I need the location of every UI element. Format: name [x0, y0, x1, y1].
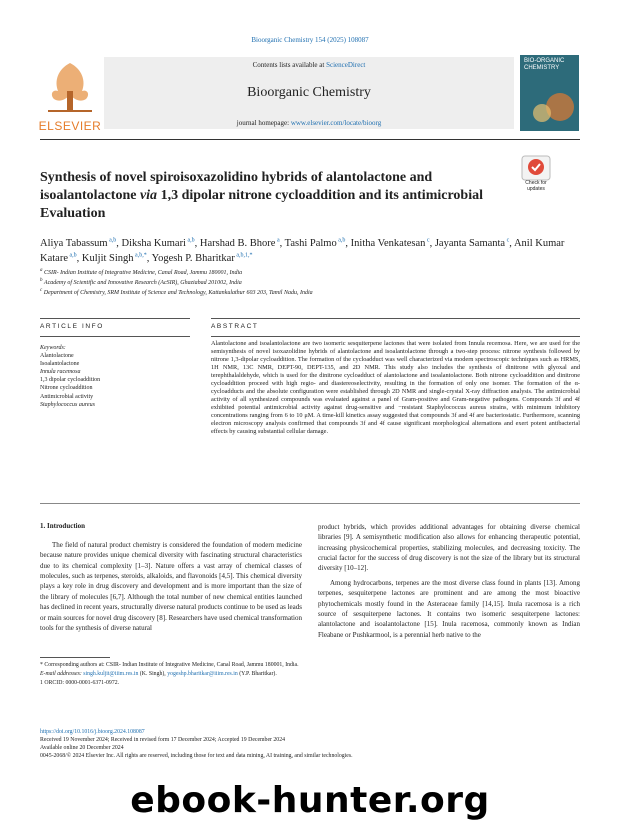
watermark: ebook-hunter.org: [130, 780, 490, 821]
keyword: Alantolactone: [40, 353, 74, 360]
copyright-line: 0045-2068/© 2024 Elsevier Inc. All rights are reserved, including those for text and data mining, AI training, and similar technologies.: [40, 753, 353, 760]
abstract-body: Alantolactone and isoalantolactone are two isomeric sesquiterpene lactones that were isolated from Innula recemosa. Here, we are used for the semisynthesis of novel isoxazolidine hybrids of alantolactone and isoalantolactone through a two-step process: nitrone synthesis followed by nitrone 1,3-dipolar cycloaddition. The formation of the cycloadduct was well characterized via modern spectroscopic techniques such as HRMS, 1H NMR, 13C NMR, DEPT-90, DEPT-135, and 2D NMR. This study also includes the synthesis of dinitrone with glyoxal and terephthalaldehyde, which is used for the dinitrone cycloadduct of alantolactone and isoalantolactone. Both nitrone cycloaddition and dinitrone cycloaddition proceed with high regio- and diastereoselectivity, resulting in the formation of only one isomer. The formation of the α-cycloadducts and the absolute configuration were established through 2D NMR and single-crystal X-ray diffraction analysis. The antimicrobial activity of all synthesized compounds was evaluated against a panel of Gram-positive and Gram-negative pathogens. Compounds 3f and 4f exhibited potential antimicrobial activity against drug-sensitive and −resistant Staphylococcus aureus strains, with minimum inhibitory concentrations ranging from 6 to 10 μM. A time-kill kinetics assay suggested that compounds 3f and 4f are bacteriostatic. Furthermore, scanning electron microscopy analysis confirmed that compounds 3f and 4f cause significant morphological alternations and exert potent antibacterial effects by causing substantial cellular damage.: [211, 340, 580, 435]
title-via: via: [139, 187, 158, 203]
abstract-rule-2: [211, 336, 580, 337]
email-label: E-mail addresses:: [40, 671, 84, 677]
publisher-wordmark: ELSEVIER: [38, 119, 102, 133]
abstract-end-rule: [40, 503, 580, 504]
author-name: Initha Venkatesan: [350, 238, 426, 249]
paragraph: Among hydrocarbons, terpenes are the most diverse class found in plants [13]. Among terpenes, sesquiterpene lactones are prominent and are among the most bioactive phytochemicals mostly found in the Asteraceae family [14,15]. Inula racemosa is a rich source of sesquiterpene lactones. It contains two isomeric sesquiterpene lactones: alantolactone and isoalantolactone [15]. Inula racemosa, commonly known as Indian Fleabane or Pushkarmool, is a perennial herb native to the: [318, 578, 580, 639]
author-name: Diksha Kumari: [121, 238, 186, 249]
author-affiliation-marker[interactable]: a,b: [67, 252, 77, 259]
received-dates: Received 19 November 2024; Received in revised form 17 December 2024; Accepted 19 December 2024: [40, 737, 285, 744]
author-name: Anil Kumar Katare: [40, 238, 565, 265]
author-affiliation-marker[interactable]: a,b,1,*: [234, 252, 253, 259]
introduction-left-column: [40, 540, 302, 633]
article-info-heading: ARTICLE INFO: [40, 323, 104, 330]
keyword: Staphylococcus aureus: [40, 401, 95, 408]
abstract-heading: ABSTRACT: [211, 323, 259, 330]
abstract-rule: [211, 318, 580, 319]
footnote-rule: [40, 657, 110, 658]
publication-info: [40, 728, 580, 760]
author-affiliation-marker[interactable]: c: [505, 237, 510, 244]
homepage-prefix: journal homepage:: [236, 119, 291, 127]
check-for-updates-label: Check for updates: [525, 180, 547, 192]
affiliation-b: $^b$ Academy of Scientific and Innovative Research (AcSIR), Ghaziabad 201002, India: [40, 278, 242, 286]
author-name: Tashi Palmo: [284, 238, 337, 249]
corresponding-author-note: * Corresponding authors at: CSIR- Indian Institute of Integrative Medicine, Canal Road, Jammu 180001, India.: [40, 662, 299, 668]
affiliation-c: $^c$ Department of Chemistry, SRM Institute of Science and Technology, Kattankulathur 603 203, Tamil Nadu, India: [40, 288, 313, 296]
contents-line: [104, 61, 514, 69]
email-addresses: [40, 670, 580, 678]
email-link[interactable]: singh.kuljit@iiim.res.in: [83, 671, 139, 677]
introduction-right-column: [318, 522, 580, 640]
keyword: Isoalantolactone: [40, 361, 80, 368]
article-title: [40, 169, 520, 223]
article-info-rule-2: [40, 336, 190, 337]
author-affiliation-marker[interactable]: a,b: [107, 237, 117, 244]
journal-name: Bioorganic Chemistry: [247, 85, 371, 100]
header-divider: [40, 139, 580, 140]
author-affiliation-marker[interactable]: c: [425, 237, 430, 244]
section-heading-introduction: 1. Introduction: [40, 522, 85, 530]
online-date: Available online 20 December 2024: [40, 745, 124, 752]
author-name: Aliya Tabassum: [40, 238, 108, 249]
journal-homepage-line: [104, 119, 514, 127]
affiliation-a: $^a$ CSIR- Indian Institute of Integrative Medicine, Canal Road, Jammu 180001, India: [40, 268, 243, 276]
author-name: Harshad B. Bhore: [199, 238, 276, 249]
author-affiliation-marker[interactable]: a,b: [336, 237, 346, 244]
orcid-note: 1 ORCID: 0000-0001-6371-0972.: [40, 680, 120, 686]
title-text-2: 1,3 dipolar nitrone cycloaddition and its antimicrobial Evaluation: [40, 187, 483, 221]
author-affiliation-marker[interactable]: a: [275, 237, 280, 244]
article-info-rule: [40, 318, 190, 319]
keywords-block: [40, 344, 190, 409]
journal-reference-link[interactable]: Bioorganic Chemistry 154 (2025) 108087: [251, 36, 369, 44]
email-link[interactable]: yogeshp.bharitkar@iiim.res.in: [167, 671, 238, 677]
paragraph: The field of natural product chemistry is considered the foundation of modern medicine because nature provides unique chemical diversity with fascinating structural characteristics due to its chemical complexity [1–3]. Nature offers a vast array of chemical classes of molecules, such as terpenes, steroids, alkaloids, and flavonoids [4,5]. This chemical diversity plays a key role in drug discovery and development and is more important than the size of the library of molecules [6,7]. Although the total number of new chemical entities launched has declined in recent years, structurally diverse natural products continue to be used as leads or main sources for novel drug discovery [8]. Researchers have used chemical transformation tools for the synthesis of diverse natural: [40, 541, 302, 632]
paragraph: product hybrids, which provides additional advantages for obtaining diverse chemical libraries [9]. A semisynthetic modification also allows for enhancing therapeutic potential, increasing physicochemical properties, stabilizing molecules, and decreasing toxicity. The crucial factor for the success of drug discovery is not the size of the library but its structural diversity [10–12].: [318, 523, 580, 573]
sciencedirect-link[interactable]: ScienceDirect: [326, 61, 366, 69]
journal-homepage-link[interactable]: www.elsevier.com/locate/bioorg: [290, 119, 382, 127]
email-owner: (Y.P. Bharitkar).: [237, 671, 277, 677]
author-name: Kuljit Singh: [81, 253, 134, 265]
cover-title: BIO-ORGANIC CHEMISTRY: [524, 58, 565, 71]
author-list: Aliya Tabassum $^{a,b}$, Diksha Kumari $^{a,b}$, Harshad B. Bhore $^a$, Tashi Palmo $^{a,b}$, Initha Venkatesan $^c$, Jayanta Samanta $^c$, Anil Kumar Katare $^{a,b}$, Kuljit Singh $^{a,b,*}$, Yogesh P. Bharitkar $^{a,b,1,*}$: [40, 237, 565, 265]
keyword: Innula racemosa: [40, 369, 81, 376]
author-name: Jayanta Samanta: [434, 238, 506, 249]
title-text-1: Synthesis of novel spiroisoxazolidino hybrids of alantolactone and isoalantolactone: [40, 170, 433, 203]
author-affiliation-marker[interactable]: a,b: [185, 237, 195, 244]
keyword: 1,3 dipolar cycloaddition: [40, 377, 101, 384]
keyword: Antimicrobial activity: [40, 393, 94, 400]
keyword: Nitrone cycloaddition: [40, 385, 93, 392]
doi-link[interactable]: https://doi.org/10.1016/j.bioorg.2024.108087: [40, 729, 145, 735]
author-name: Yogesh P. Bharitkar: [151, 253, 235, 265]
author-affiliation-marker[interactable]: a,b,*: [133, 252, 147, 259]
contents-prefix: Contents lists available at: [252, 61, 327, 69]
email-owner: (K. Singh),: [138, 671, 168, 677]
keywords-label: Keywords:: [40, 345, 66, 351]
